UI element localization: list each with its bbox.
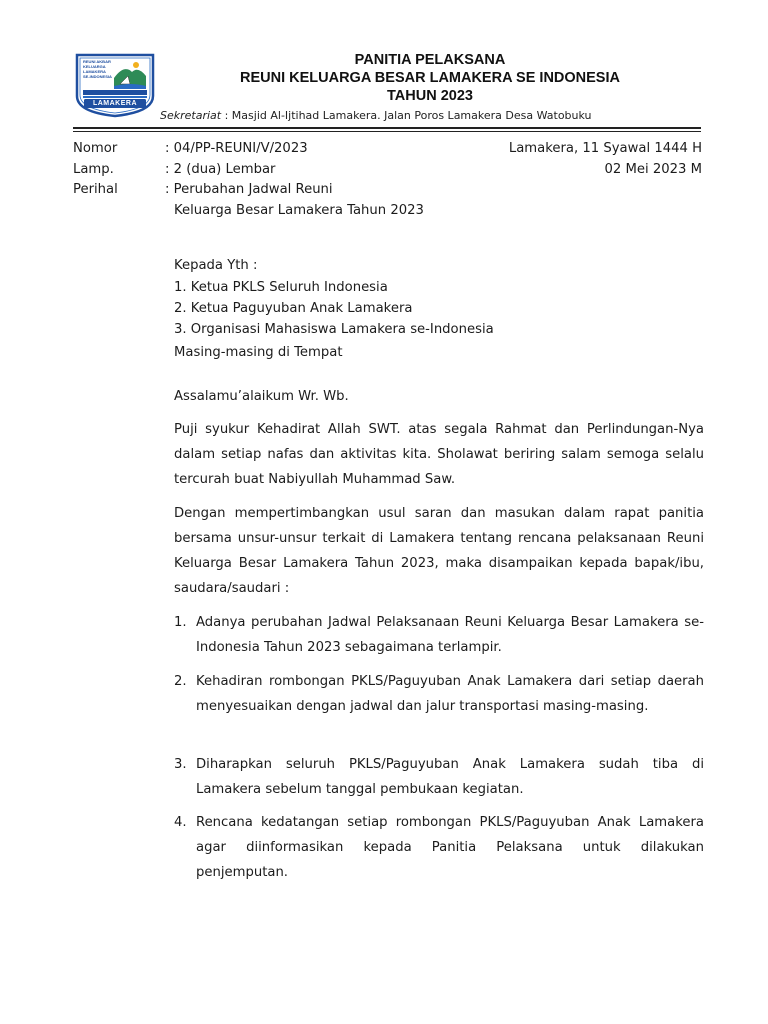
place-date-hijri: Lamakera, 11 Syawal 1444 H xyxy=(508,141,702,156)
letterhead-rule-thin xyxy=(73,131,701,132)
kepada-yth: Kepada Yth : xyxy=(174,258,258,273)
point-number: 2. xyxy=(174,674,187,689)
logo-ribbon-text: LAMAKERA xyxy=(92,100,138,107)
nomor-value: : 04/PP-REUNI/V/2023 xyxy=(165,141,308,156)
addressee-item: 2. Ketua Paguyuban Anak Lamakera xyxy=(174,301,413,316)
lamp-label: Lamp. xyxy=(73,162,114,177)
point-number: 3. xyxy=(174,757,187,772)
perihal-label: Perihal xyxy=(73,182,118,197)
point-text: Diharapkan seluruh PKLS/Paguyuban Anak Lamakera sudah tiba di Lamakera sebelum tanggal pembukaan kegiatan. xyxy=(196,757,704,797)
committee-logo xyxy=(74,52,156,118)
letterhead-line-2: REUNI KELUARGA BESAR LAMAKERA SE INDONESIA xyxy=(240,70,620,86)
letterhead-line-3: TAHUN 2023 xyxy=(387,88,473,104)
addressee-closing: Masing-masing di Tempat xyxy=(174,345,343,360)
point-number: 4. xyxy=(174,815,187,830)
logo-text-line: KELUARGA xyxy=(83,64,106,69)
date-masehi: 02 Mei 2023 M xyxy=(604,162,702,177)
addressee-item: 3. Organisasi Mahasiswa Lamakera se-Indonesia xyxy=(174,322,494,337)
secretariat-text: : Masjid Al-Ijtihad Lamakera. Jalan Poros Lamakera Desa Watobuku xyxy=(221,109,592,122)
logo-text-line: LAMAKERA xyxy=(83,69,106,74)
point-text: Adanya perubahan Jadwal Pelaksanaan Reuni Keluarga Besar Lamakera se-Indonesia Tahun 2023 sebagaimana terlampir. xyxy=(196,615,704,655)
logo-text-line: REUNI AKBAR xyxy=(83,59,111,64)
point-text: Kehadiran rombongan PKLS/Paguyuban Anak Lamakera dari setiap daerah menyesuaikan dengan jadwal dan jalur transportasi masing-masing. xyxy=(196,674,704,714)
letterhead-rule-thick xyxy=(73,127,701,129)
paragraph-2: Dengan mempertimbangkan usul saran dan masukan dalam rapat panitia bersama unsur-unsur terkait di Lamakera tentang rencana pelaksanaan Reuni Keluarga Besar Lamakera Tahun 2023, maka disampaikan kepada bapak/ibu, saudara/saudari : xyxy=(174,506,704,596)
salam-opening: Assalamu’alaikum Wr. Wb. xyxy=(174,389,349,404)
logo-text-line: SE-INDONESIA xyxy=(83,74,112,79)
perihal-value-line-1: : Perubahan Jadwal Reuni xyxy=(165,182,333,197)
lamp-value: : 2 (dua) Lembar xyxy=(165,162,276,177)
point-text: Rencana kedatangan setiap rombongan PKLS/Paguyuban Anak Lamakera agar diinformasikan kepada Panitia Pelaksana untuk dilakukan penjemputan. xyxy=(196,815,704,880)
paragraph-1: Puji syukur Kehadirat Allah SWT. atas segala Rahmat dan Perlindungan-Nya dalam setiap nafas dan aktivitas kita. Sholawat beriring salam semoga selalu tercurah buat Nabiyullah Muhammad Saw. xyxy=(174,422,704,487)
perihal-value-line-2: Keluarga Besar Lamakera Tahun 2023 xyxy=(174,203,424,218)
addressee-item: 1. Ketua PKLS Seluruh Indonesia xyxy=(174,280,388,295)
point-number: 1. xyxy=(174,615,187,630)
secretariat-label: Sekretariat xyxy=(160,109,222,122)
secretariat-address xyxy=(160,109,592,122)
letterhead-line-1: PANITIA PELAKSANA xyxy=(354,52,506,68)
nomor-label: Nomor xyxy=(73,141,118,156)
